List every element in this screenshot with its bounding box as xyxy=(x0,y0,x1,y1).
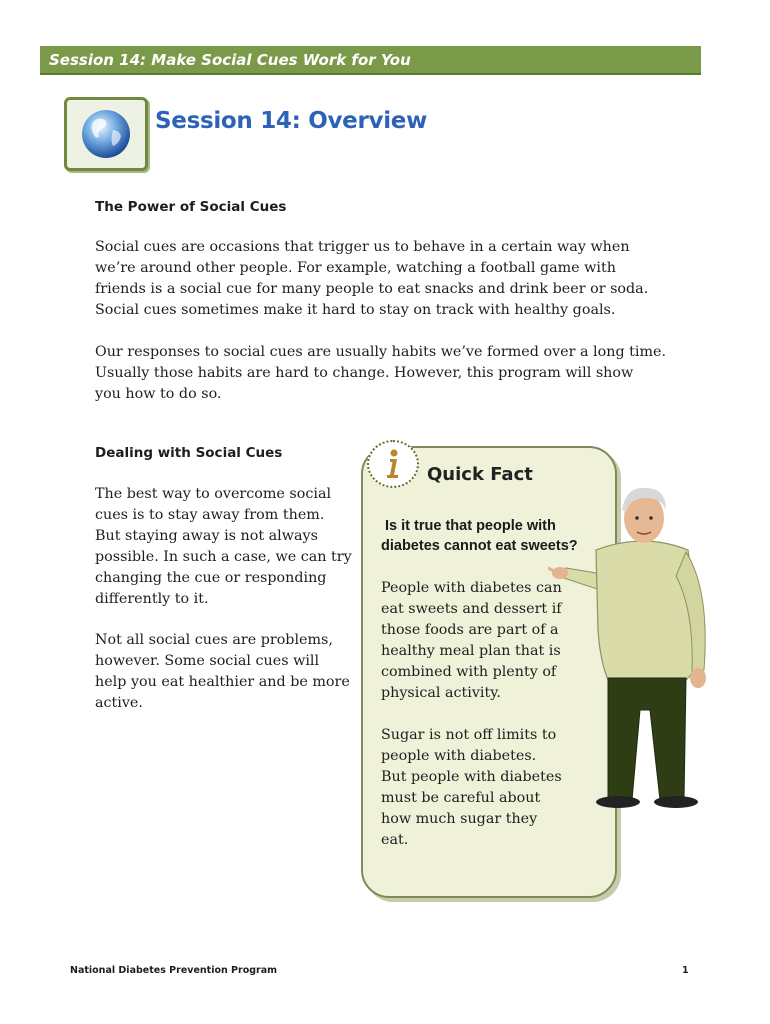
text-line: Sugar is not off limits to xyxy=(381,727,557,743)
text-line: you how to do so. xyxy=(95,386,222,402)
text-line: combined with plenty of xyxy=(381,664,557,680)
power-paragraph-1 xyxy=(95,237,648,321)
text-line: Social cues sometimes make it hard to stay on track with healthy goals. xyxy=(95,302,616,318)
quick-fact-title: Quick Fact xyxy=(427,464,533,485)
text-line: friends is a social cue for many people to eat snacks and drink beer or soda. xyxy=(95,281,649,297)
text-line: The best way to overcome social xyxy=(95,486,332,502)
text-line: must be careful about xyxy=(381,790,541,806)
power-paragraph-2 xyxy=(95,342,666,405)
session-header-title: Session 14: Make Social Cues Work for You xyxy=(49,51,411,69)
text-line: Not all social cues are problems, xyxy=(95,632,333,648)
text-line: healthy meal plan that is xyxy=(381,643,561,659)
text-line: But people with diabetes xyxy=(381,769,562,785)
text-line: Usually those habits are hard to change. However, this program will show xyxy=(95,365,634,381)
text-line: Our responses to social cues are usually habits we’ve formed over a long time. xyxy=(95,344,667,360)
text-line: eat sweets and dessert if xyxy=(381,601,562,617)
session-header-bar xyxy=(40,46,701,75)
presenter-illustration xyxy=(548,480,718,810)
text-line: however. Some social cues will xyxy=(95,653,320,669)
section-heading-dealing: Dealing with Social Cues xyxy=(95,445,283,461)
footer-program-name: National Diabetes Prevention Program xyxy=(70,965,278,976)
dealing-paragraph-1 xyxy=(95,484,352,610)
text-line: eat. xyxy=(381,832,409,848)
info-icon xyxy=(369,442,417,486)
text-line: possible. In such a case, we can try xyxy=(95,549,352,565)
text-line: active. xyxy=(95,695,143,711)
text-line: people with diabetes. xyxy=(381,748,537,764)
globe-icon-frame xyxy=(64,97,148,171)
text-line: we’re around other people. For example, watching a football game with xyxy=(95,260,616,276)
text-line: But staying away is not always xyxy=(95,528,318,544)
text-line: People with diabetes can xyxy=(381,580,562,596)
text-line: cues is to stay away from them. xyxy=(95,507,325,523)
text-line: how much sugar they xyxy=(381,811,538,827)
question-line: Is it true that people with xyxy=(381,518,556,534)
page-title: Session 14: Overview xyxy=(155,108,428,134)
text-line: physical activity. xyxy=(381,685,501,701)
question-line: diabetes cannot eat sweets? xyxy=(381,538,578,554)
section-heading-power: The Power of Social Cues xyxy=(95,199,287,215)
text-line: Social cues are occasions that trigger us to behave in a certain way when xyxy=(95,239,630,255)
text-line: those foods are part of a xyxy=(381,622,559,638)
footer-page-number: 1 xyxy=(682,965,689,976)
globe-icon xyxy=(67,100,145,168)
text-line: help you eat healthier and be more xyxy=(95,674,350,690)
text-line: differently to it. xyxy=(95,591,209,607)
dealing-paragraph-2 xyxy=(95,630,350,714)
text-line: changing the cue or responding xyxy=(95,570,327,586)
info-icon-frame xyxy=(367,440,419,488)
